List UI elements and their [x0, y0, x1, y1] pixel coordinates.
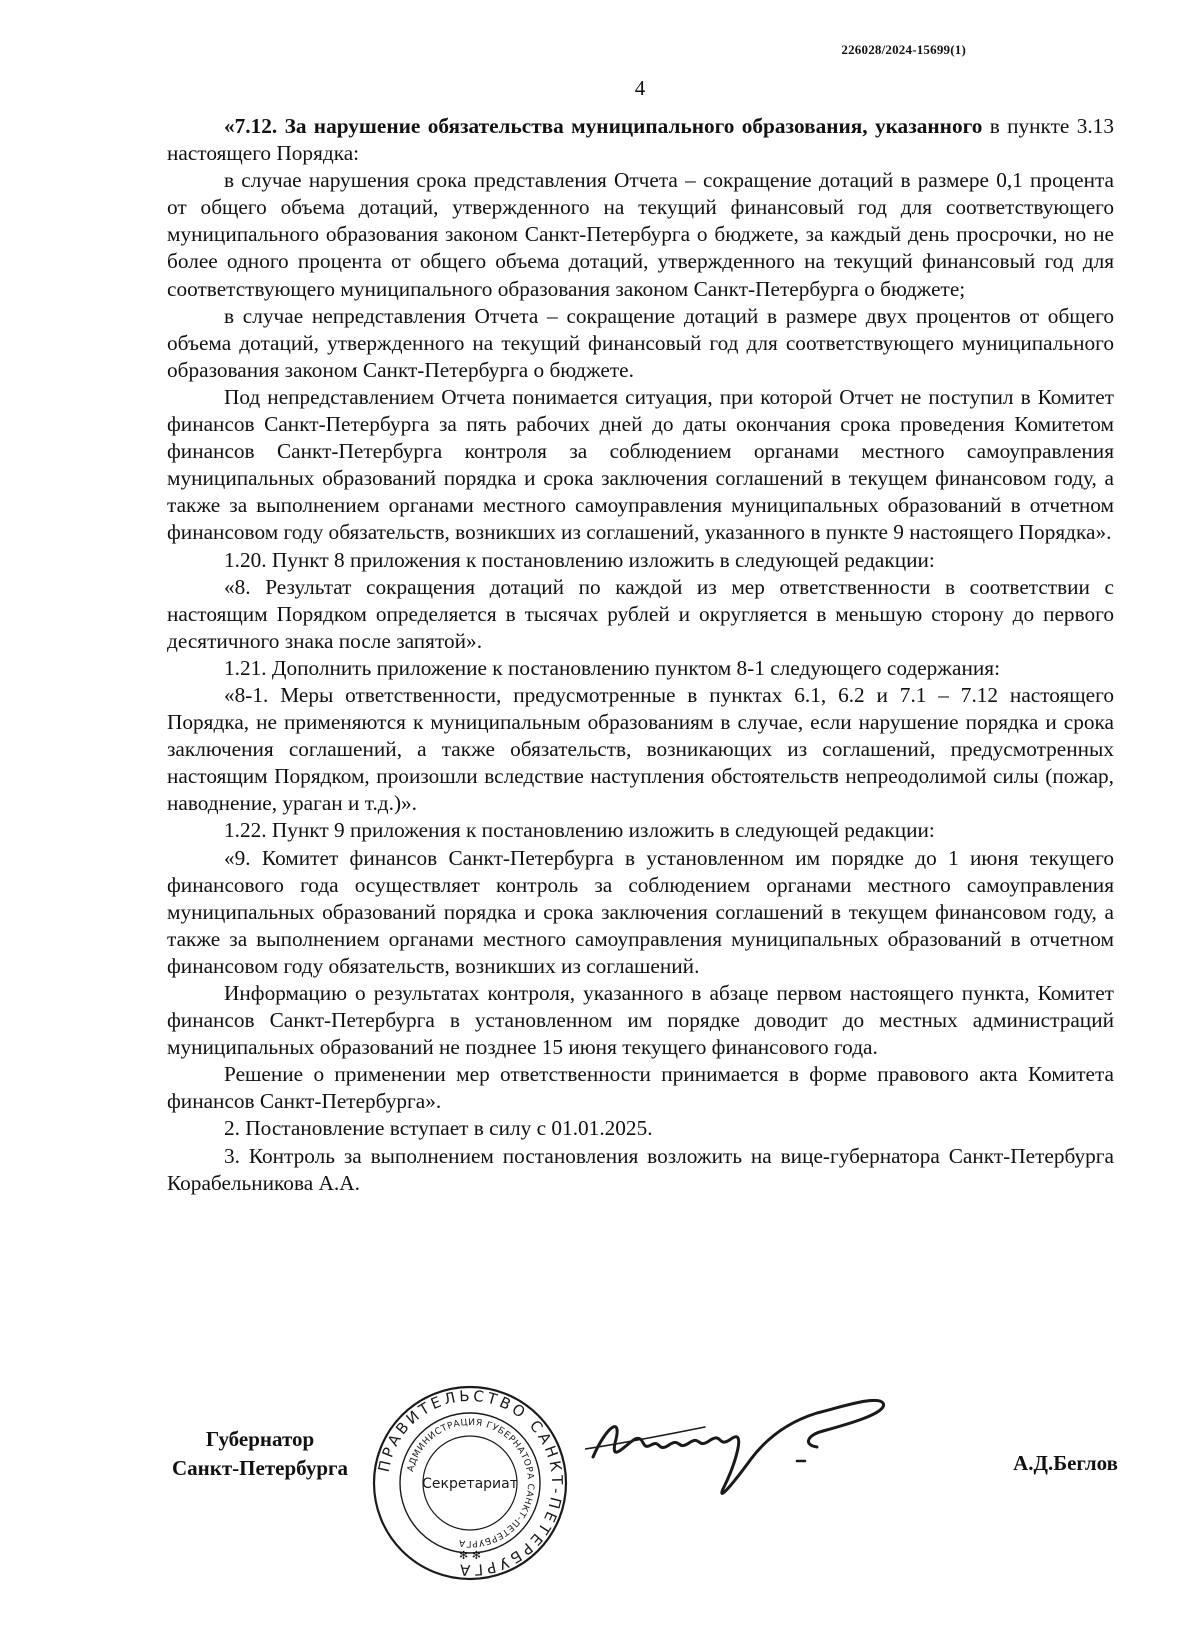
signatory-title: [172, 1425, 348, 1483]
handwritten-signature: [585, 1385, 905, 1515]
seal-star-icon: ✻ ✻: [459, 1549, 481, 1562]
paragraph-7-12: [167, 113, 1114, 167]
paragraph-1-20: 1.20. Пункт 8 приложения к постановлению изложить в следующей редакции:: [224, 547, 935, 572]
paragraph-1-22: 1.22. Пункт 9 приложения к постановлению изложить в следующей редакции:: [224, 818, 935, 843]
registration-number: 226028/2024-15699(1): [841, 42, 966, 57]
seal-inner-text: АДМИНИСТРАЦИЯ ГУБЕРНАТОРА САНКТ-ПЕТЕРБУРГА: [406, 1417, 536, 1549]
paragraph-1-21: 1.21. Дополнить приложение к постановлению пунктом 8-1 следующего содержания:: [224, 655, 1000, 680]
official-seal: [370, 1383, 570, 1583]
paragraph-7-12-bold: «7.12. За нарушение обязательства муниципального образования, указанного: [224, 114, 983, 138]
paragraph-7-12-rest: в пункте 3.13 настоящего Порядка:: [167, 114, 1114, 166]
signatory-name: А.Д.Беглов: [1013, 1451, 1118, 1475]
paragraph-control-info: Информацию о результатах контроля, указанного в абзаце первом настоящего пункта, Комитет финансов Санкт-Петербурга в установленном им порядке доводит до местных администраций муниципальных образований не позднее 15 июня текущего финансового года.: [167, 981, 1114, 1060]
page-number: 4: [634, 76, 646, 100]
paragraph-decision: Решение о применении мер ответственности принимается в форме правового акта Комитета финансов Санкт-Петербурга».: [167, 1062, 1114, 1114]
paragraph-late-report: в случае нарушения срока представления Отчета – сокращение дотаций в размере 0,1 процента от общего объема дотаций, утвержденного на текущий финансовый год для соответствующего муниципального образования законом Санкт-Петербурга о бюджете, за каждый день просрочки, но не более одного процента от общего объема дотаций, утвержденного на текущий финансовый год для соответствующего муниципального образования законом Санкт-Петербурга о бюджете;: [167, 168, 1114, 301]
signatory-title-line1: Губернатор: [205, 1427, 315, 1451]
document-body: [167, 113, 1114, 1197]
seal-center-text: Секретариат: [422, 1476, 518, 1492]
signatory-title-line2: Санкт-Петербурга: [172, 1456, 349, 1480]
seal-outer-text: ПРАВИТЕЛЬСТВО САНКТ-ПЕТЕРБУРГА: [374, 1386, 567, 1580]
paragraph-no-report: в случае непредставления Отчета – сокращение дотаций в размере двух процентов от общего объема дотаций, утвержденного на текущий финансовый год для соответствующего муниципального образования законом Санкт-Петербурга о бюджете.: [167, 303, 1114, 382]
paragraph-item-8-1: «8-1. Меры ответственности, предусмотренные в пунктах 6.1, 6.2 и 7.1 – 7.12 настоящего Порядка, не применяются к муниципальным образованиям в случае, если нарушение порядка и срока заключения соглашений, а также обязательств, возникающих из соглашений, предусмотренных настоящим Порядком, произошли вследствие наступления обстоятельств непреодолимой силы (пожар, наводнение, ураган и т.д.)».: [167, 682, 1114, 816]
paragraph-item-8: «8. Результат сокращения дотаций по каждой из мер ответственности в соответствии с настоящим Порядком определяется в тысячах рублей и округляется в меньшую сторону до первого десятичного знака после запятой».: [167, 574, 1114, 653]
paragraph-item-9: «9. Комитет финансов Санкт-Петербурга в установленном им порядке до 1 июня текущего финансового года осуществляет контроль за соблюдением органами местного самоуправления муниципальных образований порядка и срока заключения соглашений в текущем финансовом году, а также за выполнением органами местного самоуправления муниципальных образований в отчетном финансовом году обязательств, возникших из соглашений.: [167, 845, 1114, 978]
paragraph-2: 2. Постановление вступает в силу с 01.01.2025.: [224, 1116, 653, 1141]
signature-stroke-main: [593, 1400, 884, 1493]
paragraph-definition: Под непредставлением Отчета понимается ситуация, при которой Отчет не поступил в Комитет финансов Санкт-Петербурга за пять рабочих дней до даты окончания срока проведения Комитетом финансов Санкт-Петербурга контроля за соблюдением органами местного самоуправления муниципальных образований порядка и срока заключения соглашений в текущем финансовом году, а также за выполнением органами местного самоуправления муниципальных образований в отчетном финансовом году обязательств, возникших из соглашений, указанного в пункте 9 настоящего Порядка».: [167, 384, 1114, 545]
paragraph-3: 3. Контроль за выполнением постановления возложить на вице-губернатора Санкт-Петербурга Корабельникова А.А.: [167, 1143, 1114, 1195]
